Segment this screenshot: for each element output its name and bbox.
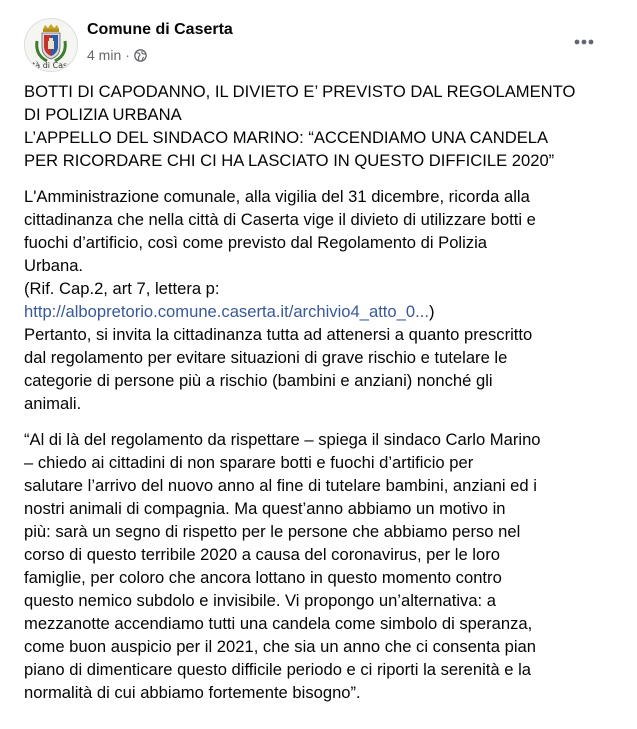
post-header: [24, 16, 614, 72]
post-headline: [24, 80, 614, 172]
text-line: come buon auspicio per il 2021, che sia un anno che ci consenta pian: [24, 637, 536, 656]
avatar-caption: ttà di Case: [29, 61, 73, 70]
text-line: Urbana.: [24, 256, 84, 275]
text-line: questo nemico subdolo e invisibile. Vi propongo un’alternativa: a: [24, 591, 496, 610]
more-options-button[interactable]: [568, 26, 600, 58]
text-line: (Rif. Cap.2, art 7, lettera p:: [24, 279, 220, 298]
text-line: – chiedo ai cittadini di non sparare botti e fuochi d’artificio per: [24, 453, 474, 472]
text-line: “Al di là del regolamento da rispettare – spiega il sindaco Carlo Marino: [24, 430, 541, 449]
text-line: mezzanotte accendiamo tutti una candela come simbolo di speranza,: [24, 614, 533, 633]
text-line: più: sarà un segno di rispetto per le persone che abbiamo perso nel: [24, 522, 521, 541]
text-line: animali.: [24, 394, 82, 413]
headline-line: L’APPELLO DEL SINDACO MARINO: “ACCENDIAMO UNA CANDELA: [24, 128, 549, 147]
page-avatar[interactable]: [24, 18, 78, 72]
post-paragraph-2: [24, 428, 614, 704]
page-name-link[interactable]: Comune di Caserta: [87, 21, 233, 38]
post-timestamp[interactable]: 4 min: [87, 47, 122, 63]
text-line: nostri animali di compagnia. Ma quest’anno abbiamo un motivo in: [24, 499, 506, 518]
text-line: cittadinanza che nella città di Caserta vige il divieto di utilizzare botti e: [24, 210, 536, 229]
text-line: piano di dimenticare questo difficile periodo e ci riporti la serenità e la: [24, 660, 532, 679]
headline-line: DI POLIZIA URBANA: [24, 105, 182, 124]
post-paragraph-1: [24, 185, 614, 415]
text-line: categorie di persone più a rischio (bambini e anziani) nonché gli: [24, 371, 493, 390]
link-line: [24, 300, 614, 323]
text-line: corso di questo terribile 2020 a causa del coronavirus, per le loro: [24, 545, 500, 564]
text-line: salutare l’arrivo del nuovo anno al fine di tutelare bambini, anziani ed i: [24, 476, 537, 495]
post-body: [24, 80, 614, 717]
post-meta: [87, 47, 147, 63]
meta-separator: ·: [125, 47, 130, 63]
text-line: dal regolamento per evitare situazioni di grave rischio e tutelare le: [24, 348, 508, 367]
text-line: famiglie, per coloro che ancora lottano in questo momento contro: [24, 568, 502, 587]
text-line: Pertanto, si invita la cittadinanza tutta ad attenersi a quanto prescritto: [24, 325, 533, 344]
albo-pretorio-link[interactable]: http://albopretorio.comune.caserta.it/archivio4_atto_0...: [24, 302, 429, 321]
globe-icon[interactable]: [134, 49, 147, 62]
headline-line: BOTTI DI CAPODANNO, IL DIVIETO E’ PREVISTO DAL REGOLAMENTO: [24, 82, 576, 101]
headline-line: PER RICORDARE CHI CI HA LASCIATO IN QUESTO DIFFICILE 2020”: [24, 151, 555, 170]
text-line: fuochi d’artificio, così come previsto dal Regolamento di Polizia: [24, 233, 488, 252]
link-suffix: ): [428, 302, 435, 321]
text-line: normalità di cui abbiamo fortemente bisogno”.: [24, 683, 361, 702]
text-line: L'Amministrazione comunale, alla vigilia del 31 dicembre, ricorda alla: [24, 187, 530, 206]
more-options-icon: [574, 39, 594, 45]
